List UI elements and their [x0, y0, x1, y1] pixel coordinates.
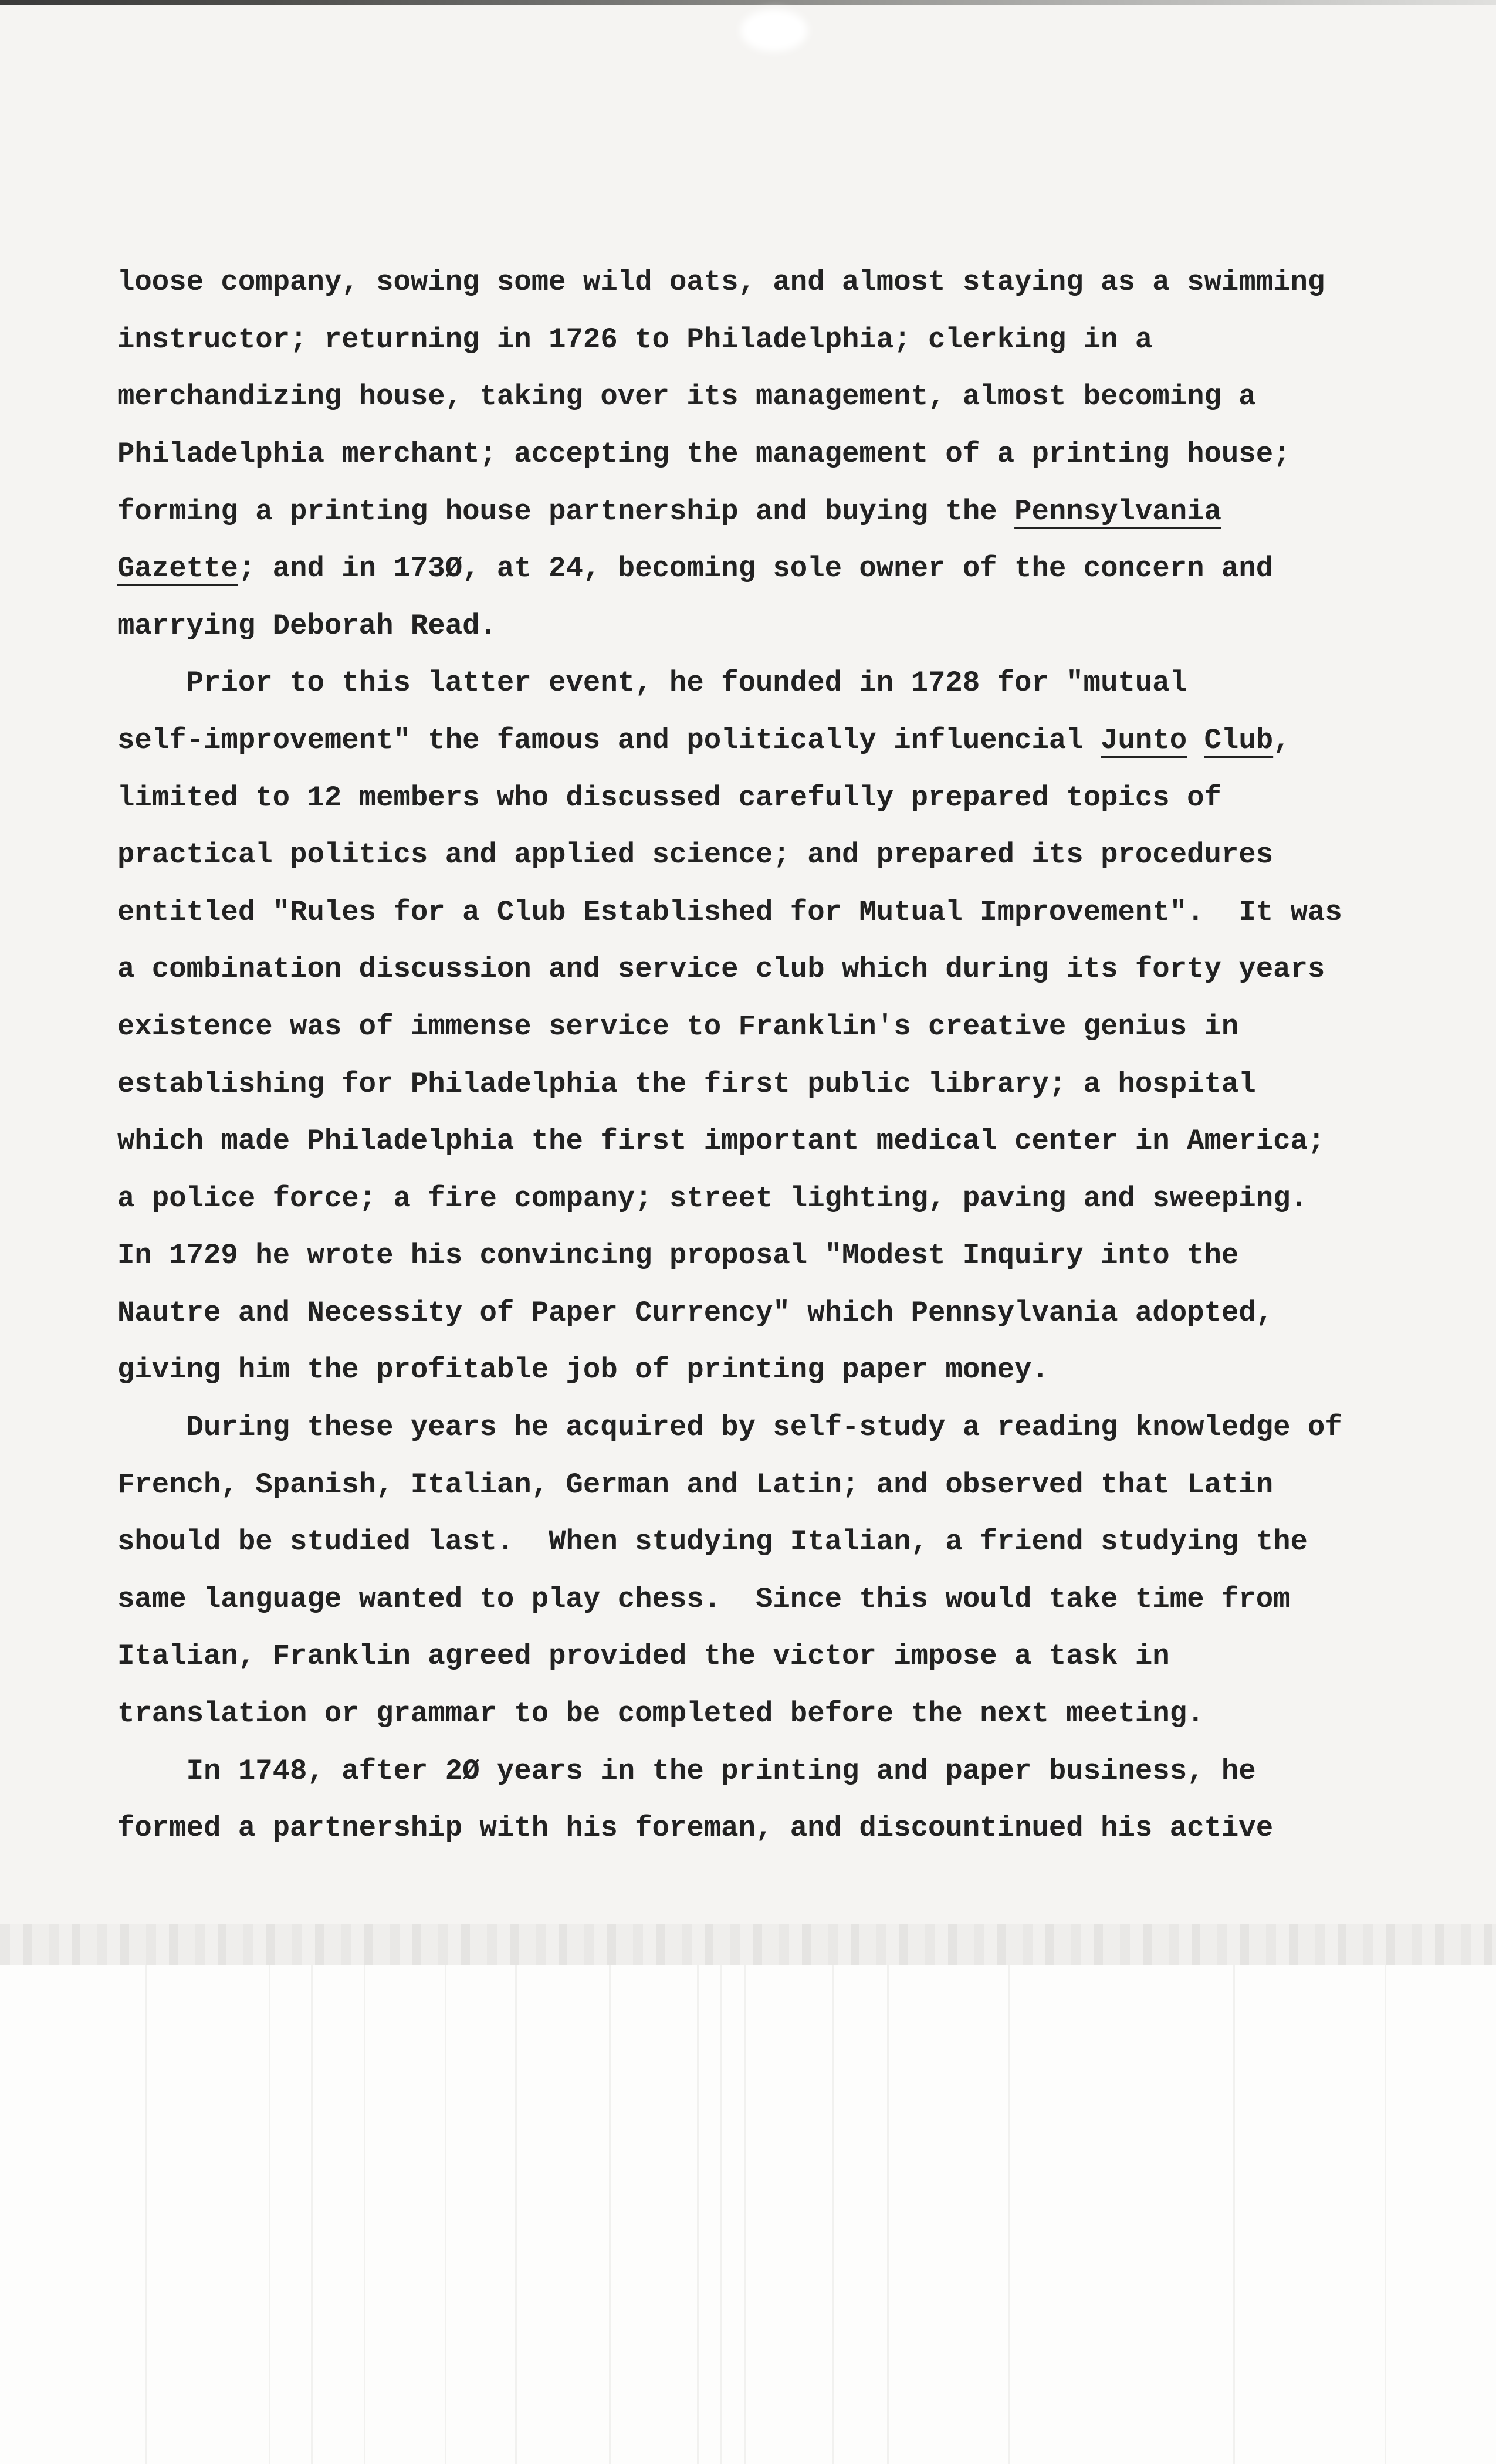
- underlined-text: Gazette: [117, 552, 238, 585]
- typed-line: [117, 1285, 1367, 1342]
- typed-line: [117, 1056, 1367, 1113]
- typed-text: a combination discussion and service club which during its forty years: [117, 953, 1325, 986]
- underlined-text: Club: [1204, 723, 1274, 757]
- typed-text: should be studied last. When studying Italian, a friend studying the: [117, 1525, 1308, 1559]
- typed-text: Italian, Franklin agreed provided the victor impose a task in: [117, 1640, 1170, 1673]
- underlined-text: Junto: [1101, 723, 1187, 757]
- typed-line: [117, 598, 1367, 655]
- typed-line: [117, 1170, 1367, 1228]
- typed-line: [117, 1457, 1367, 1514]
- typed-text: French, Spanish, Italian, German and Latin; and observed that Latin: [117, 1468, 1274, 1501]
- scanner-stripe: [720, 1965, 722, 2464]
- typed-line: [117, 1342, 1367, 1399]
- scanner-stripe: [445, 1965, 446, 2464]
- typed-text: ; and in 173Ø, at 24, becoming sole owner of the concern and: [238, 552, 1274, 585]
- scanner-stripe: [697, 1965, 699, 2464]
- scanner-stripe: [145, 1965, 147, 2464]
- typed-line: [117, 1628, 1367, 1685]
- typed-text: merchandizing house, taking over its management, almost becoming a: [117, 380, 1256, 414]
- typed-text: In 1729 he wrote his convincing proposal "Modest Inquiry into the: [117, 1239, 1239, 1272]
- typed-line: [117, 941, 1367, 999]
- typed-line: [117, 426, 1367, 483]
- typed-text: establishing for Philadelphia the first public library; a hospital: [117, 1067, 1256, 1101]
- typed-text: limited to 12 members who discussed carefully prepared topics of: [117, 781, 1221, 814]
- scanner-stripe: [364, 1965, 365, 2464]
- typed-text: existence was of immense service to Franklin's creative genius in: [117, 1010, 1239, 1043]
- scanner-top-edge-artifact: [0, 0, 1496, 5]
- scanner-stripe: [609, 1965, 611, 2464]
- typed-text: [1187, 724, 1204, 757]
- scanner-stripe: [311, 1965, 313, 2464]
- typed-line: [117, 770, 1367, 827]
- scanner-stripe: [1233, 1965, 1235, 2464]
- typed-line: [117, 1514, 1367, 1571]
- typed-text: Nautre and Necessity of Paper Currency" which Pennsylvania adopted,: [117, 1296, 1274, 1329]
- typed-text: marrying Deborah Read.: [117, 609, 497, 642]
- scanner-stripe: [744, 1965, 746, 2464]
- typed-text: During these years he acquired by self-study a reading knowledge of: [117, 1411, 1342, 1444]
- typed-text: practical politics and applied science; and prepared its procedures: [117, 838, 1274, 872]
- typed-line: [117, 884, 1367, 942]
- typed-text: loose company, sowing some wild oats, and almost staying as a swimming: [117, 266, 1325, 299]
- typed-text: entitled "Rules for a Club Established for Mutual Improvement". It was: [117, 895, 1342, 929]
- scanner-stripe: [515, 1965, 517, 2464]
- typed-text: In 1748, after 2Ø years in the printing and paper business, he: [117, 1754, 1256, 1788]
- typed-line: [117, 483, 1367, 541]
- typed-line: [117, 712, 1367, 770]
- typed-text: ,: [1273, 723, 1291, 757]
- typed-line: [117, 540, 1367, 598]
- scanner-stripe: [1385, 1965, 1386, 2464]
- typed-text: Prior to this latter event, he founded in 1728 for "mutual: [117, 666, 1187, 700]
- typed-line: [117, 254, 1367, 312]
- typed-line: [117, 1571, 1367, 1629]
- typed-line: [117, 1227, 1367, 1285]
- typed-line: [117, 1399, 1367, 1457]
- typed-text: a police force; a fire company; street lighting, paving and sweeping.: [117, 1182, 1308, 1215]
- typed-line: [117, 1113, 1367, 1170]
- typed-text: instructor; returning in 1726 to Philadelphia; clerking in a: [117, 323, 1153, 356]
- scanner-stripe: [269, 1965, 270, 2464]
- typed-text: forming a printing house partnership and buying the: [117, 495, 1015, 528]
- typed-line: [117, 312, 1367, 369]
- typed-line: [117, 1743, 1367, 1800]
- scan-bright-spot-artifact: [740, 9, 808, 52]
- scanner-stripe: [1008, 1965, 1010, 2464]
- typed-text: giving him the profitable job of printing paper money.: [117, 1353, 1049, 1387]
- typed-line: [117, 1800, 1367, 1857]
- scanner-stripe: [887, 1965, 889, 2464]
- typed-text: which made Philadelphia the first important medical center in America;: [117, 1125, 1325, 1158]
- typed-line: [117, 655, 1367, 712]
- typed-line: [117, 1685, 1367, 1743]
- page-bottom-edge-band: [0, 1924, 1496, 1965]
- typed-text: Philadelphia merchant; accepting the management of a printing house;: [117, 437, 1291, 471]
- scanner-stripe: [832, 1965, 834, 2464]
- typed-line: [117, 368, 1367, 426]
- underlined-text: Pennsylvania: [1014, 495, 1221, 528]
- typed-text: same language wanted to play chess. Since this would take time from: [117, 1582, 1291, 1616]
- typed-lines: [117, 254, 1367, 1857]
- typed-text: self-improvement" the famous and politically influencial: [117, 723, 1101, 757]
- scanner-background: [0, 1965, 1496, 2464]
- typed-text: translation or grammar to be completed before the next meeting.: [117, 1697, 1204, 1731]
- typed-line: [117, 827, 1367, 884]
- typed-text-block: [117, 140, 1367, 2144]
- typed-text: formed a partnership with his foreman, and discountinued his active: [117, 1812, 1274, 1845]
- typed-line: [117, 999, 1367, 1056]
